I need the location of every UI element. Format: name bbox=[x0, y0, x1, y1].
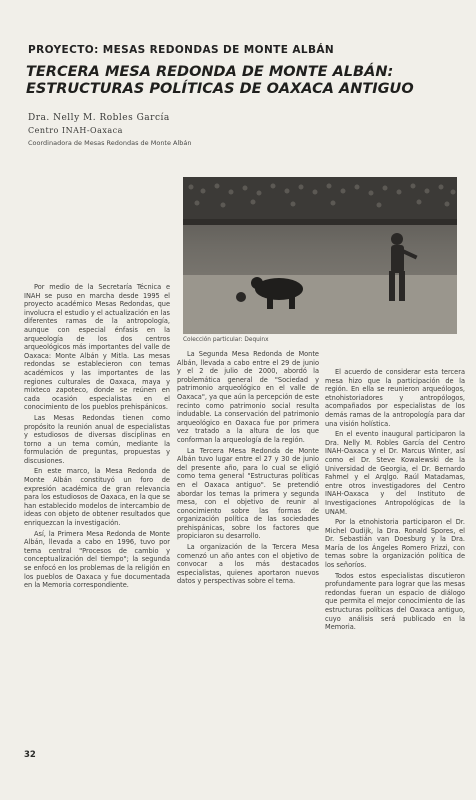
text-column-3 bbox=[325, 368, 465, 768]
text-column-1 bbox=[24, 283, 170, 723]
photo-illustration bbox=[183, 177, 457, 334]
paragraph: Por la etnohistoria participaron el Dr. Michel Oudijk, la Dra. Ronald Spores, el Dr. Sebastián van Doesburg y la Dra. María de los Ángeles Romero Frizzi, con temas sobre la organización política de los señoríos. bbox=[325, 518, 465, 570]
author-role: Coordinadora de Mesas Redondas de Monte Albán bbox=[28, 139, 192, 147]
paragraph: La organización de la Tercera Mesa comenzó un año antes con el objetivo de convocar a los más destacados especialistas, quienes aportaron nuevos datos y perspectivas sobre el tema. bbox=[177, 543, 319, 586]
text-column-2 bbox=[177, 350, 319, 775]
paragraph: El acuerdo de considerar esta tercera mesa hizo que la participación de la región. En ella se reunieron arqueólogos, etnohistoriadores y antropólogos, acompañados por especialistas de los demás ramas de la antropología para dar una visión holística. bbox=[325, 368, 465, 428]
ballgame-photo bbox=[183, 177, 457, 334]
paragraph: Así, la Primera Mesa Redonda de Monte Albán, llevada a cabo en 1996, tuvo por tema central "Procesos de cambio y conceptualización del tiempo"; la segunda se enfocó en los problemas de la religión en los pueblos de Oaxaca y fue documentada en la Memoria correspondiente. bbox=[24, 529, 170, 590]
article-title: TERCERA MESA REDONDA DE MONTE ALBÁN: ESTRUCTURAS POLÍTICAS DE OAXACA ANTIGUO bbox=[26, 64, 414, 97]
paragraph: En el evento inaugural participaron la Dra. Nelly M. Robles García del Centro INAH-Oaxaca y el Dr. Marcus Winter, así como el Dr. Steve Kowalewski de la Universidad de Georgia, el Dr. Bernardo Fahmel y el Arqlgo. Raúl Matadamas, entre otros investigadores del Centro INAH-Oaxaca y del Instituto de Investigaciones Antropológicas de la UNAM. bbox=[325, 430, 465, 516]
page-number: 32 bbox=[24, 750, 36, 760]
paragraph: Por medio de la Secretaría Técnica e INAH se puso en marcha desde 1995 el proyecto académico Mesas Redondas, que involucra el estudio y el actualización en las diferentes ramas de la antropología, aunque con especial énfasis en la arqueología de los dos centros arqueológicos más importantes del valle de Oaxaca: Monte Albán y Mitla. Las mesas redondas se establecieron con temas académicos y las importantes de las regiones culturales de Oaxaca, maya y mixteco zapoteco, donde se reúnen en cada ocasión especialistas en el conocimiento de los pueblos prehispánicos. bbox=[24, 283, 170, 412]
author-affiliation: Centro INAH-Oaxaca bbox=[28, 126, 123, 135]
author-name: Dra. Nelly M. Robles García bbox=[28, 113, 170, 123]
paragraph: La Tercera Mesa Redonda de Monte Albán tuvo lugar entre el 27 y 30 de junio del presente año, para lo cual se eligió como tema general "Estructuras políticas en el Oaxaca antiguo". Se pretendió abordar los temas la primera y segunda mesa, con el objetivo de reunir al conocimiento sobre las formas de organización política de las sociedades prehispánicas, sobre los factores que propiciaron su desarrollo. bbox=[177, 446, 319, 541]
paragraph: En este marco, la Mesa Redonda de Monte Albán constituyó un foro de expresión académica de gran relevancia para los estudiosos de Oaxaca, en la que se han establecido modelos de intercambio de ideas con objeto de obtener resultados que enriquezcan la investigación. bbox=[24, 467, 170, 528]
photo-caption: Colección particular: Dequinx bbox=[183, 337, 269, 343]
section-label: PROYECTO: MESAS REDONDAS DE MONTE ALBÁN bbox=[28, 44, 335, 56]
paragraph: La Segunda Mesa Redonda de Monte Albán, llevada a cabo entre el 29 de junio y el 2 de julio de 2000, abordó la problemática general de "Sociedad y patrimonio arqueológico en el valle de Oaxaca", ya que aún la percepción de este recinto como patrimonio social resulta indudable. La conservación del patrimonio arqueológico en Oaxaca fue por primera vez tratado a la altura de los que conforman la arqueología de la región. bbox=[177, 350, 319, 444]
paragraph: Las Mesas Redondas tienen como propósito la reunión anual de especialistas y estudiosos de diversas disciplinas en torno a un tema común, mediante la formulación de preguntas, propuestas y discusiones. bbox=[24, 413, 170, 465]
paragraph: Todos estos especialistas discutieron profundamente para lograr que las mesas redondas fueran un espacio de diálogo que permita el mejor conocimiento de las estructuras políticas del Oaxaca antiguo, cuyo análisis será publicado en la Memoria. bbox=[325, 571, 465, 632]
